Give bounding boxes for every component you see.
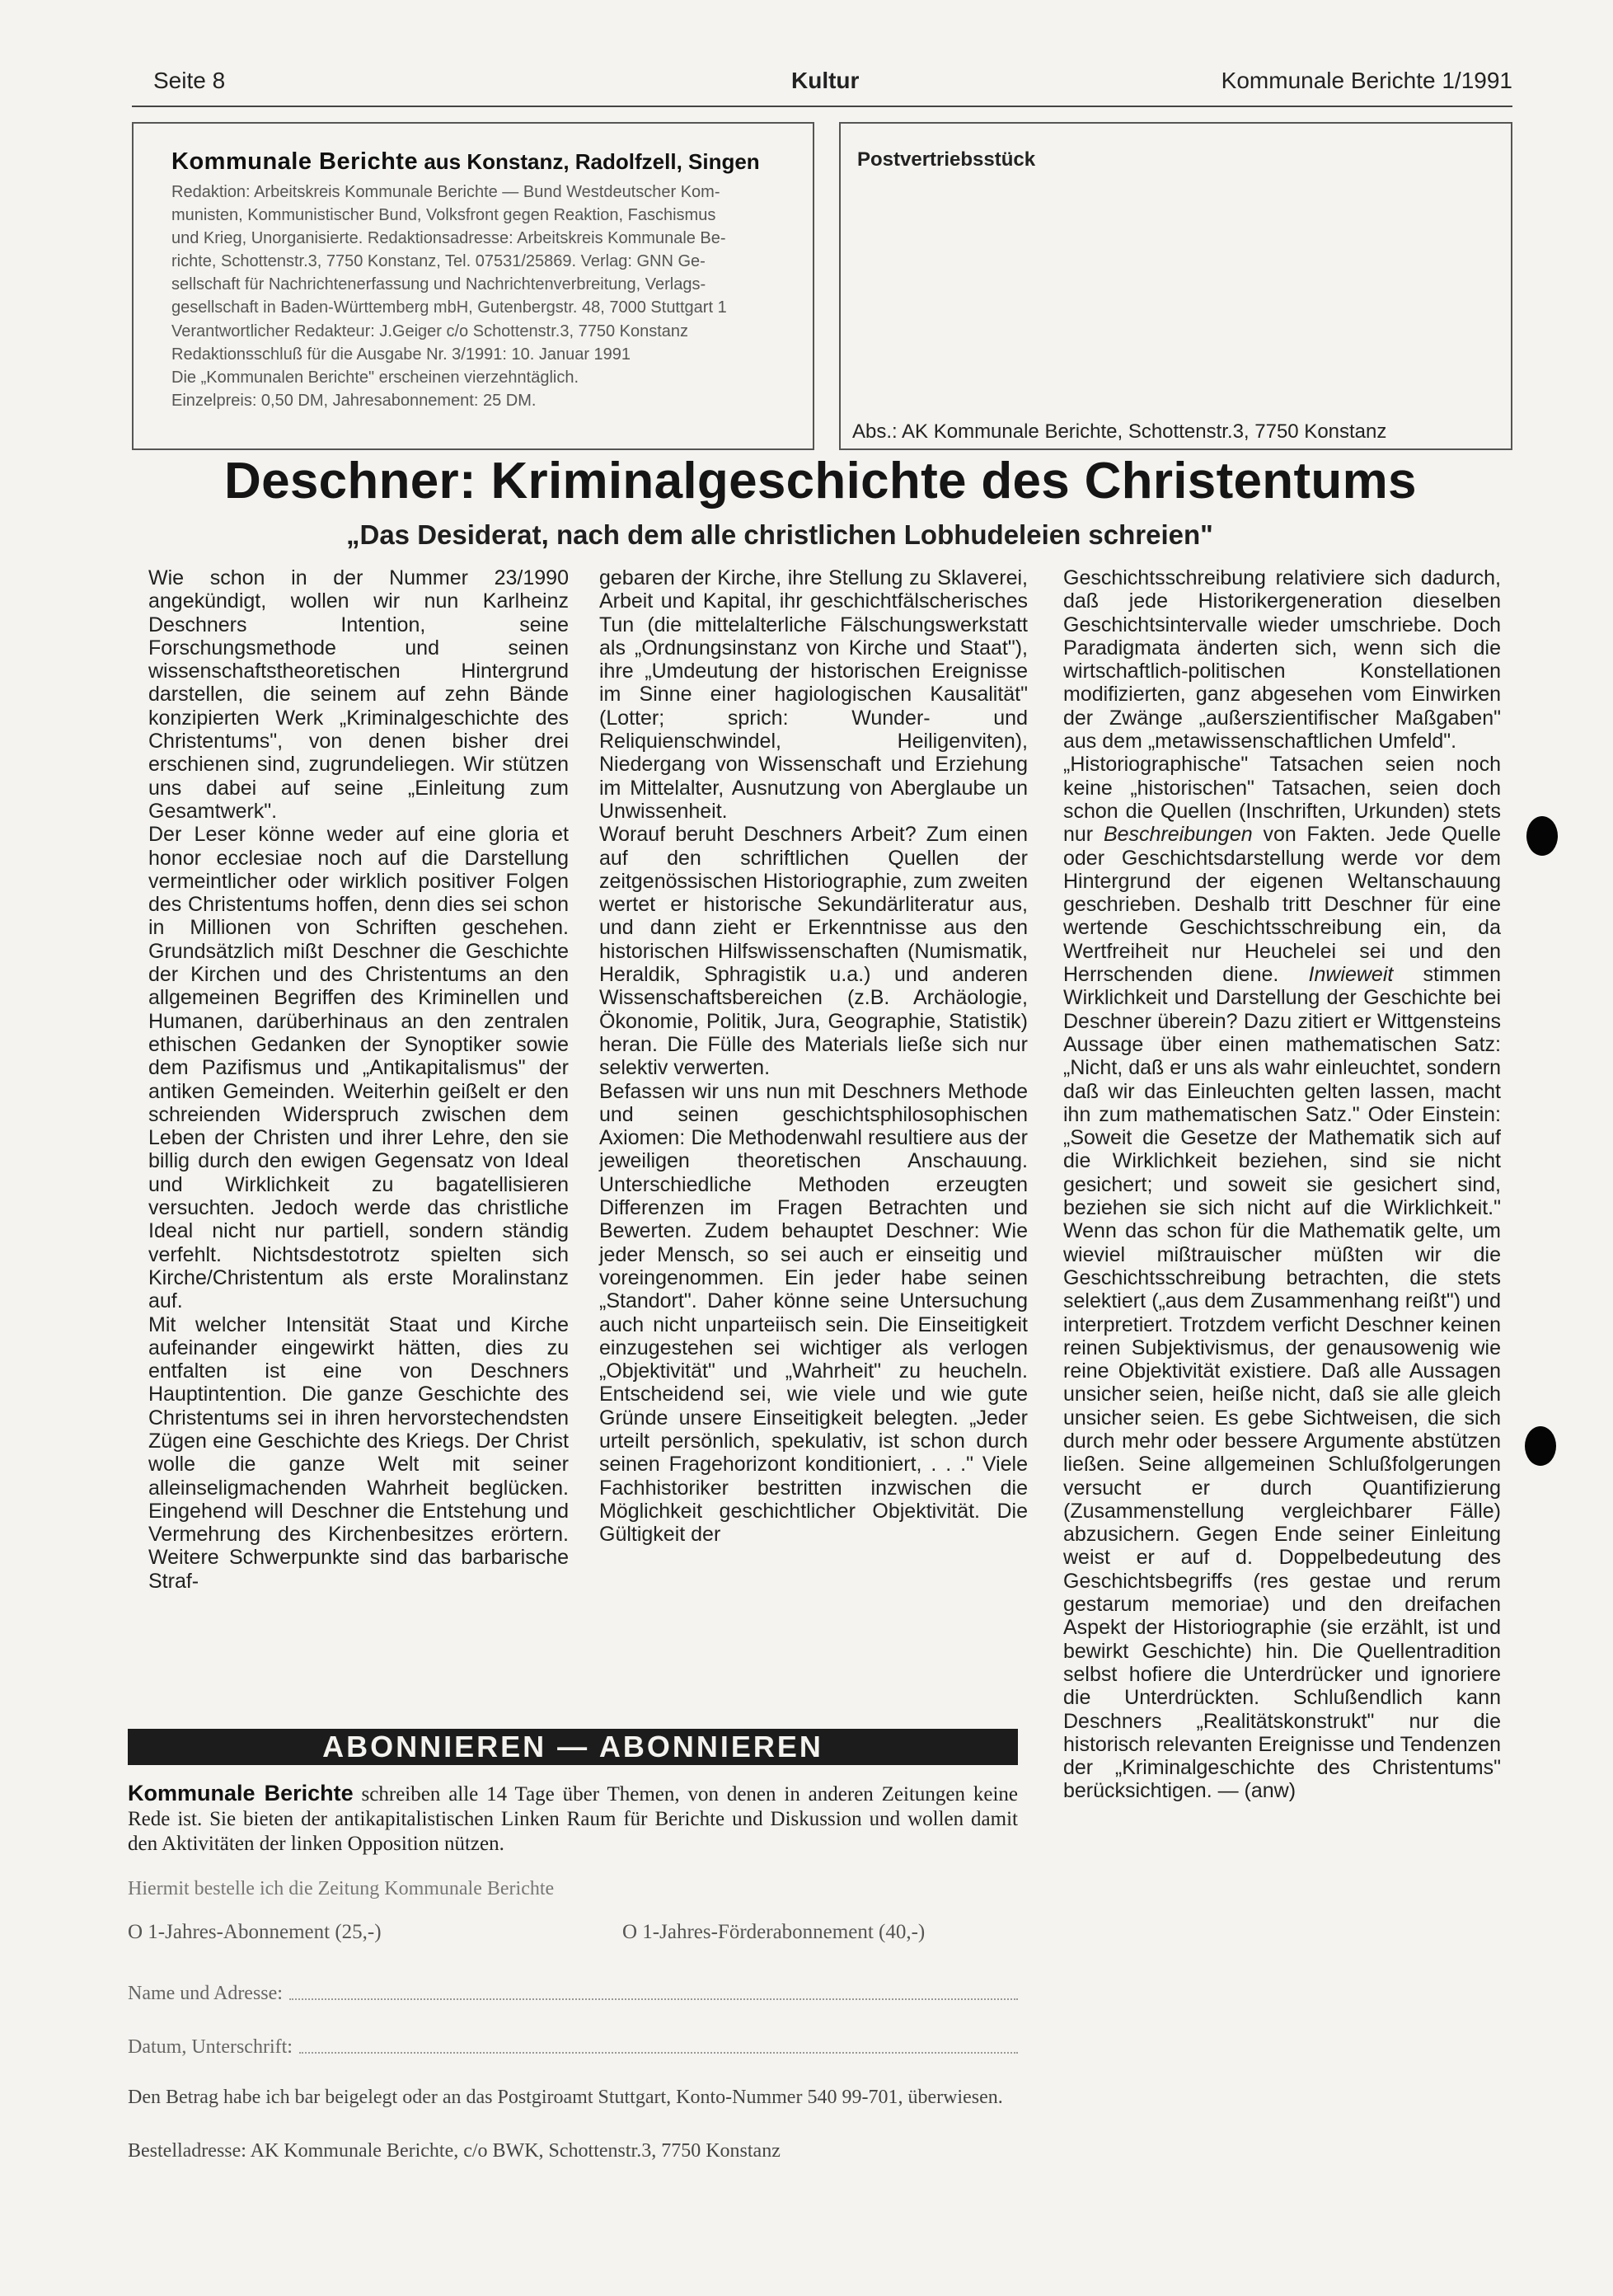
page-number: Seite 8 xyxy=(153,68,226,93)
payment-note: Den Betrag habe ich bar beigelegt oder an das Postgiroamt Stuttgart, Konto-Nummer 540 99-701, überwiesen. xyxy=(128,2087,1003,2108)
paragraph: Mit welcher Intensität Staat und Kirche aufeinander eingewirkt hätten, dies zu entfalten ist eine von Deschners Hauptintention. Die ganze Geschichte des Christentums sei in ihren hervorstechendsten Zügen eine Geschichte des Kriegs. Der Christ wolle die ganze Welt mit seiner alleinseligmachenden Wahrheit beglücken. Eingehend will Deschner die Entstehung und Vermehrung des Kirchenbesitzes erörtern. Weitere Schwerpunkte sind das barbarische Straf- xyxy=(148,1312,569,1593)
article-column-3 xyxy=(1063,566,1501,1803)
punch-hole xyxy=(1526,816,1558,856)
imprint-line: Redaktion: Arbeitskreis Kommunale Berichte — Bund Westdeutscher Kom- xyxy=(171,183,720,201)
imprint-line: gesellschaft in Baden-Württemberg mbH, Gutenbergstr. 48, 7000 Stuttgart 1 xyxy=(171,298,727,317)
paragraph: Wie schon in der Nummer 23/1990 angekündigt, wollen wir nun Karlheinz Deschners Intention, seine Forschungsmethode und seinen wissenschaftstheoretischen Hintergrund darstellen, die seinem auf zehn Bände konzipierten Werk „Kriminalgeschichte des Christentums", von denen bisher drei erschienen sind, zugrundeliegen. Wir stützen uns dabei auf seine „Einleitung zum Gesamtwerk". xyxy=(148,566,569,823)
article-column-2 xyxy=(599,566,1028,1546)
article-subhead: „Das Desiderat, nach dem alle christlichen Lobhudeleien schreien" xyxy=(346,519,1213,550)
paragraph: Befassen wir uns nun mit Deschners Methode und seinen geschichtsphilosophischen Axiomen: Die Methodenwahl resultiere aus der jeweiligen theoretischen Anschauung. Unterschiedliche Methoden erzeugten Differenzen im Fragen Betrachten und Bewerten. Zudem behauptet Deschner: Wie jeder Mensch, so sei auch er einseitig und voreingenommen. Ein jeder habe seinen „Standort". Daher könne seine Untersuchung auch nicht unparteiisch sein. Die Einseitigkeit einzugestehen sei wichtiger als verlogen „Objektivität" und „Wahrheit" zu heucheln. Entscheidend sei, wie viele und wie gute Gründe unsere Einseitigkeit belegten. „Jeder urteilt persönlich, spekulativ, ist schon durch seinen Fragehorizont konditioniert, . . ." Viele Fachhistoriker bestritten inzwischen die Möglichkeit geschichtlicher Objektivität. Die Gültigkeit der xyxy=(599,1079,1028,1547)
sender-address: Abs.: AK Kommunale Berichte, Schottenstr.3, 7750 Konstanz xyxy=(852,420,1387,443)
emphasis: Inwieweit xyxy=(1308,963,1394,987)
order-address: Bestelladresse: AK Kommunale Berichte, c/o BWK, Schottenstr.3, 7750 Konstanz xyxy=(128,2140,781,2162)
paragraph xyxy=(1063,753,1501,1802)
subscribe-banner: ABONNIEREN — ABONNIEREN xyxy=(128,1729,1018,1765)
imprint-title-rest: aus Konstanz, Radolfzell, Singen xyxy=(424,149,760,174)
imprint-body xyxy=(171,181,785,412)
imprint-line: und Krieg, Unorganisierte. Redaktionsadresse: Arbeitskreis Kommunale Be- xyxy=(171,229,726,248)
imprint-line: sellschaft für Nachrichtenerfassung und Nachrichtenverbreitung, Verlags- xyxy=(171,275,706,294)
section-title: Kultur xyxy=(791,68,860,93)
text-run: von Fakten. Jede Quelle oder Geschichtsdarstellung werde vor dem Hintergrund der eigenen Weltanschauung geschrieben. Deshalb tritt Deschner für eine wertende Geschichtsschreibung ein, da Wertfreiheit nur Heuchelei sei und den Herrschenden diene. xyxy=(1063,823,1501,987)
issue-label: Kommunale Berichte 1/1991 xyxy=(1221,68,1512,93)
imprint-title xyxy=(171,148,785,176)
imprint-line: munisten, Kommunistischer Bund, Volksfront gegen Reaktion, Faschismus xyxy=(171,206,716,225)
name-address-label: Name und Adresse: xyxy=(128,1983,283,2004)
imprint-line: Einzelpreis: 0,50 DM, Jahresabonnement: 25 DM. xyxy=(171,391,537,410)
name-address-field[interactable] xyxy=(128,1983,1018,2005)
paragraph: Der Leser könne weder auf eine gloria et honor ecclesiae noch auf die Darstellung vermeintlicher oder wirklich positiver Folgen des Christentums hoffen, denn dies sei schon in Millionen von Schriften geschehen. Grundsätzlich mißt Deschner die Geschichte der Kirchen und des Christentums an den allgemeinen Begriffen des Kriminellen und Humanen, darüberhinaus an den zentralen ethischen Gedanken der Synoptiker sowie dem Pazifismus und „Antikapitalismus" der antiken Gemeinden. Weiterhin geißelt er den schreienden Widerspruch zwischen dem Leben der Christen und ihrer Lehre, den sie billig durch den ewigen Gegensatz von Ideal und Wirklichkeit zu bagatellisieren versuchten. Jedoch werde das christliche Ideal nicht nur partiell, sondern ständig verfehlt. Nichtsdestotrotz spielten sich Kirche/Christentum als erste Moralinstanz auf. xyxy=(148,823,569,1313)
article-headline: Deschner: Kriminalgeschichte des Christentums xyxy=(224,453,1417,509)
paragraph: Worauf beruht Deschners Arbeit? Zum einen auf den schriftlichen Quellen der zeitgenössischen Historiographie, zum zweiten wertet er historische Sekundärliteratur aus, und dann zieht er Erkenntnisse aus den historischen Hilfswissenschaften (Numismatik, Heraldik, Sphragistik u.a.) und anderen Wissenschaftsbereichen (z.B. Archäologie, Ökonomie, Politik, Jura, Geographie, Statistik) heran. Die Fülle des Materials ließe sich nur selektiv verwerten. xyxy=(599,823,1028,1080)
article-column-1 xyxy=(148,566,569,1593)
subscribe-intro-text: schreiben alle 14 Tage über Themen, von denen in anderen Zeitungen keine Rede ist. Sie bieten der antikapitalistischen Linken Raum für Berichte und Diskussion und wollen damit den Aktivitäten der linken Opposition nützen. xyxy=(128,1783,1018,1855)
option-standard-subscription[interactable]: O 1-Jahres-Abonnement (25,-) xyxy=(128,1921,382,1943)
order-line: Hiermit bestelle ich die Zeitung Kommunale Berichte xyxy=(128,1878,555,1899)
imprint-line: Die „Kommunalen Berichte" erscheinen vierzehntäglich. xyxy=(171,368,579,387)
emphasis: Beschreibungen xyxy=(1103,823,1253,847)
imprint-line: richte, Schottenstr.3, 7750 Konstanz, Tel. 07531/25869. Verlag: GNN Ge- xyxy=(171,252,706,271)
postal-box xyxy=(839,122,1512,450)
imprint-brand: Kommunale Berichte xyxy=(171,148,419,175)
date-signature-label: Datum, Unterschrift: xyxy=(128,2036,293,2058)
imprint-box xyxy=(132,122,814,450)
imprint-line: Verantwortlicher Redakteur: J.Geiger c/o Schottenstr.3, 7750 Konstanz xyxy=(171,322,689,340)
option-supporter-subscription[interactable]: O 1-Jahres-Förderabonnement (40,-) xyxy=(622,1921,926,1943)
subscribe-brand: Kommunale Berichte xyxy=(128,1781,354,1805)
paragraph: Geschichtsschreibung relativiere sich dadurch, daß jede Historikergeneration dieselben Geschichtsintervalle wieder umschriebe. Doch Paradigmata änderten sich, wenn sich die wirtschaftlich-politischen Konstellationen modifizierten, ganz abgesehen vom Einwirken der Zwänge „außerszientifischer Maßgaben" aus dem „metawissenschaftlichen Umfeld". xyxy=(1063,566,1501,754)
header-rule xyxy=(132,106,1512,107)
imprint-line: Redaktionsschluß für die Ausgabe Nr. 3/1991: 10. Januar 1991 xyxy=(171,345,631,364)
date-signature-dotted-line[interactable] xyxy=(299,2036,1018,2054)
punch-hole xyxy=(1525,1426,1556,1466)
name-address-dotted-line[interactable] xyxy=(289,1983,1018,2000)
text-run: stimmen Wirklichkeit und Darstellung der Geschichte bei Deschner überein? Dazu zitiert er Wittgensteins Aussage über einen mathematischen Satz: „Nicht, daß er uns als wahr einleuchtet, sondern daß wir das Einleuchten gelten lassen, macht ihn zum mathematischen Satz." Oder Einstein: „Soweit die Gesetze der Mathematik sich auf die Wirklichkeit beziehen, sind sie nicht gesichert; und soweit sie gesichert sind, beziehen sie sich nicht auf die Wirklichkeit." Wenn das schon für die Mathematik gelte, um wieviel mißtrauischer müßten wir die Geschichtsschreibung betrachten, die stets selektiert („aus dem Zusammenhang reißt") und interpretiert. Trotzdem verficht Deschner keinen reinen Subjektivismus, der genausowenig wie reine Objektivität existiere. Daß alle Aussagen unsicher seien, heiße nicht, daß sie alle gleich unsicher seien. Es gebe Sichtweisen, die sich durch mehr oder bessere Argumente abstützen ließen. Seine allgemeinen Schlußfolgerungen versucht er durch Quantifizierung (Zusammenstellung vergleichbarer Fälle) abzusichern. Gegen Ende seiner Einleitung weist er auf d. Doppelbedeutung des Geschichtsbegriffs (res gestae und rerum gestarum memoriae) und den dreifachen Aspekt der Historiographie (sie erzählt, ist und bewirkt Geschichte) hin. Die Quellentradition selbst hofiere die Unterdrücker und ignoriere die Unterdrückten. Schlußendlich kann Deschners „Realitätskonstrukt" nur die historisch relevanten Ereignisse und Tendenzen der „Kriminalgeschichte des Christentums" berücksichtigen. — (anw) xyxy=(1063,963,1501,1803)
paragraph: gebaren der Kirche, ihre Stellung zu Sklaverei, Arbeit und Kapital, ihr geschichtfälscherisches Tun (die mittelalterliche Fälschungswerkstatt als „Ordnungsinstanz von Kirche und Staat"), ihre „Umdeutung der historischen Ereignisse im Sinne einer hagiologischen Kausalität" (Lotter; sprich: Wunder- und Reliquienschwindel, Heiligenviten), Niedergang von Wissenschaft und Erziehung im Mittelalter, Ausnutzung von Aberglaube un Unwissenheit. xyxy=(599,566,1028,823)
postal-label: Postvertriebsstück xyxy=(857,148,1036,171)
text-run: „Historiographische" Tatsachen seien noch keine „historischen" Tatsachen, seien doch schon die Quellen (Inschriften, Urkunden) stets nur xyxy=(1063,753,1501,847)
subscribe-intro xyxy=(128,1781,1018,1857)
date-signature-field[interactable] xyxy=(128,2036,1018,2059)
